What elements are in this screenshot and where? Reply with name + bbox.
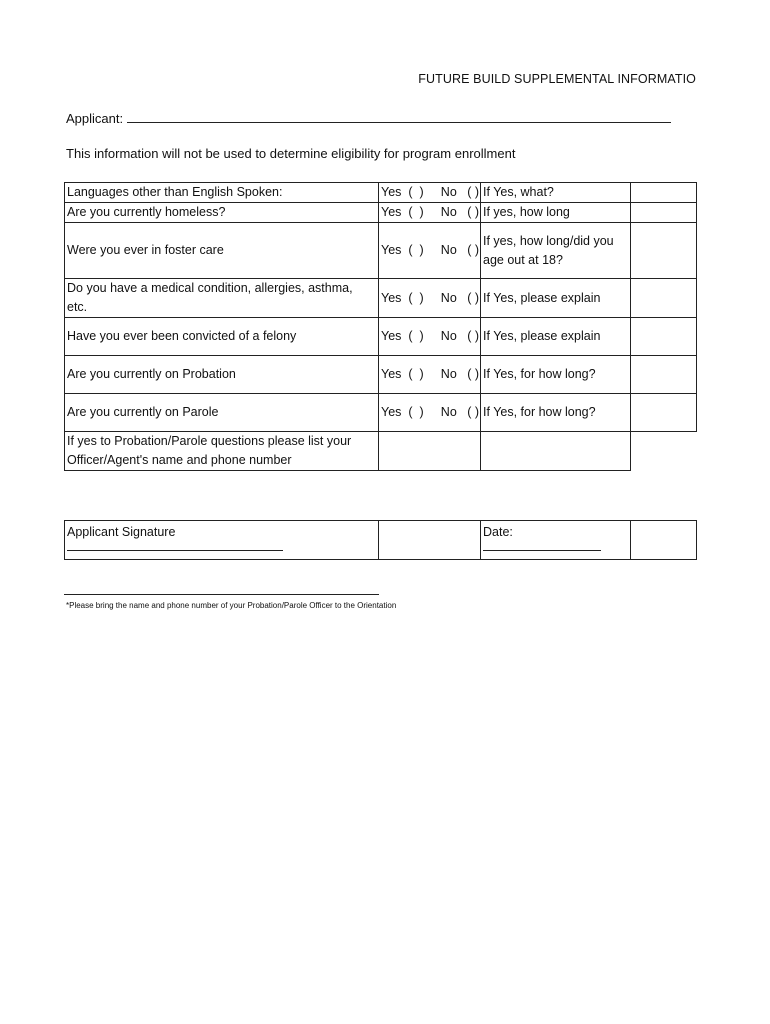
answer-cell[interactable] — [631, 356, 697, 394]
question-cell: Are you currently homeless? — [65, 203, 379, 223]
table-row — [65, 432, 697, 471]
footnote-divider — [64, 594, 379, 595]
table-row — [65, 521, 697, 560]
yes-option[interactable]: Yes ( ) — [381, 367, 424, 381]
eligibility-notice: This information will not be used to determine eligibility for program enrollment — [66, 146, 516, 161]
followup-cell: If Yes, for how long? — [481, 394, 631, 432]
empty-cell — [631, 432, 697, 471]
no-option[interactable]: No ( ) — [440, 329, 479, 343]
applicant-blank-line[interactable] — [127, 110, 671, 123]
signature-cell[interactable] — [65, 521, 379, 560]
signature-table — [64, 520, 697, 560]
question-cell: If yes to Probation/Parole questions please list your Officer/Agent's name and phone number — [65, 432, 379, 471]
applicant-field[interactable] — [66, 110, 671, 126]
answer-cell[interactable] — [631, 318, 697, 356]
followup-cell: If yes, how long — [481, 203, 631, 223]
empty-cell — [631, 521, 697, 560]
yes-option[interactable]: Yes ( ) — [381, 329, 424, 343]
no-option[interactable]: No ( ) — [440, 185, 479, 199]
question-cell: Were you ever in foster care — [65, 223, 379, 279]
yes-no-cell[interactable] — [379, 394, 481, 432]
yes-no-cell[interactable] — [379, 279, 481, 318]
followup-cell: If Yes, please explain — [481, 279, 631, 318]
yes-option[interactable]: Yes ( ) — [381, 205, 424, 219]
yes-no-cell[interactable] — [379, 203, 481, 223]
answer-cell[interactable] — [631, 203, 697, 223]
question-cell: Do you have a medical condition, allergies, asthma, etc. — [65, 279, 379, 318]
officer-name-cell[interactable] — [379, 432, 481, 471]
followup-cell: If Yes, for how long? — [481, 356, 631, 394]
answer-cell[interactable] — [631, 183, 697, 203]
table-row — [65, 203, 697, 223]
date-blank-line[interactable] — [483, 542, 601, 551]
empty-cell — [379, 521, 481, 560]
question-cell: Are you currently on Probation — [65, 356, 379, 394]
no-option[interactable]: No ( ) — [440, 205, 479, 219]
yes-no-cell[interactable] — [379, 223, 481, 279]
question-cell: Have you ever been convicted of a felony — [65, 318, 379, 356]
followup-cell: If Yes, what? — [481, 183, 631, 203]
signature-label: Applicant Signature — [67, 525, 176, 539]
answer-cell[interactable] — [631, 279, 697, 318]
officer-phone-cell[interactable] — [481, 432, 631, 471]
yes-option[interactable]: Yes ( ) — [381, 243, 424, 257]
followup-cell: If Yes, please explain — [481, 318, 631, 356]
no-option[interactable]: No ( ) — [440, 405, 479, 419]
table-row — [65, 394, 697, 432]
yes-no-cell[interactable] — [379, 183, 481, 203]
yes-no-cell[interactable] — [379, 356, 481, 394]
table-row — [65, 279, 697, 318]
answer-cell[interactable] — [631, 394, 697, 432]
footnote: *Please bring the name and phone number of your Probation/Parole Officer to the Orientation — [66, 601, 397, 610]
table-row — [65, 356, 697, 394]
table-row — [65, 223, 697, 279]
yes-option[interactable]: Yes ( ) — [381, 185, 424, 199]
applicant-label: Applicant: — [66, 111, 124, 126]
no-option[interactable]: No ( ) — [440, 243, 479, 257]
no-option[interactable]: No ( ) — [440, 367, 479, 381]
table-row — [65, 318, 697, 356]
supplemental-questions-table — [64, 182, 697, 471]
yes-no-cell[interactable] — [379, 318, 481, 356]
yes-option[interactable]: Yes ( ) — [381, 405, 424, 419]
table-row — [65, 183, 697, 203]
followup-cell: If yes, how long/did you age out at 18? — [481, 223, 631, 279]
page-title: FUTURE BUILD SUPPLEMENTAL INFORMATIO — [418, 72, 696, 86]
yes-option[interactable]: Yes ( ) — [381, 290, 424, 305]
signature-blank-line[interactable] — [67, 542, 283, 551]
date-label: Date: — [483, 525, 513, 539]
answer-cell[interactable] — [631, 223, 697, 279]
no-option[interactable]: No ( ) — [440, 290, 479, 305]
question-cell: Languages other than English Spoken: — [65, 183, 379, 203]
question-cell: Are you currently on Parole — [65, 394, 379, 432]
date-cell[interactable] — [481, 521, 631, 560]
